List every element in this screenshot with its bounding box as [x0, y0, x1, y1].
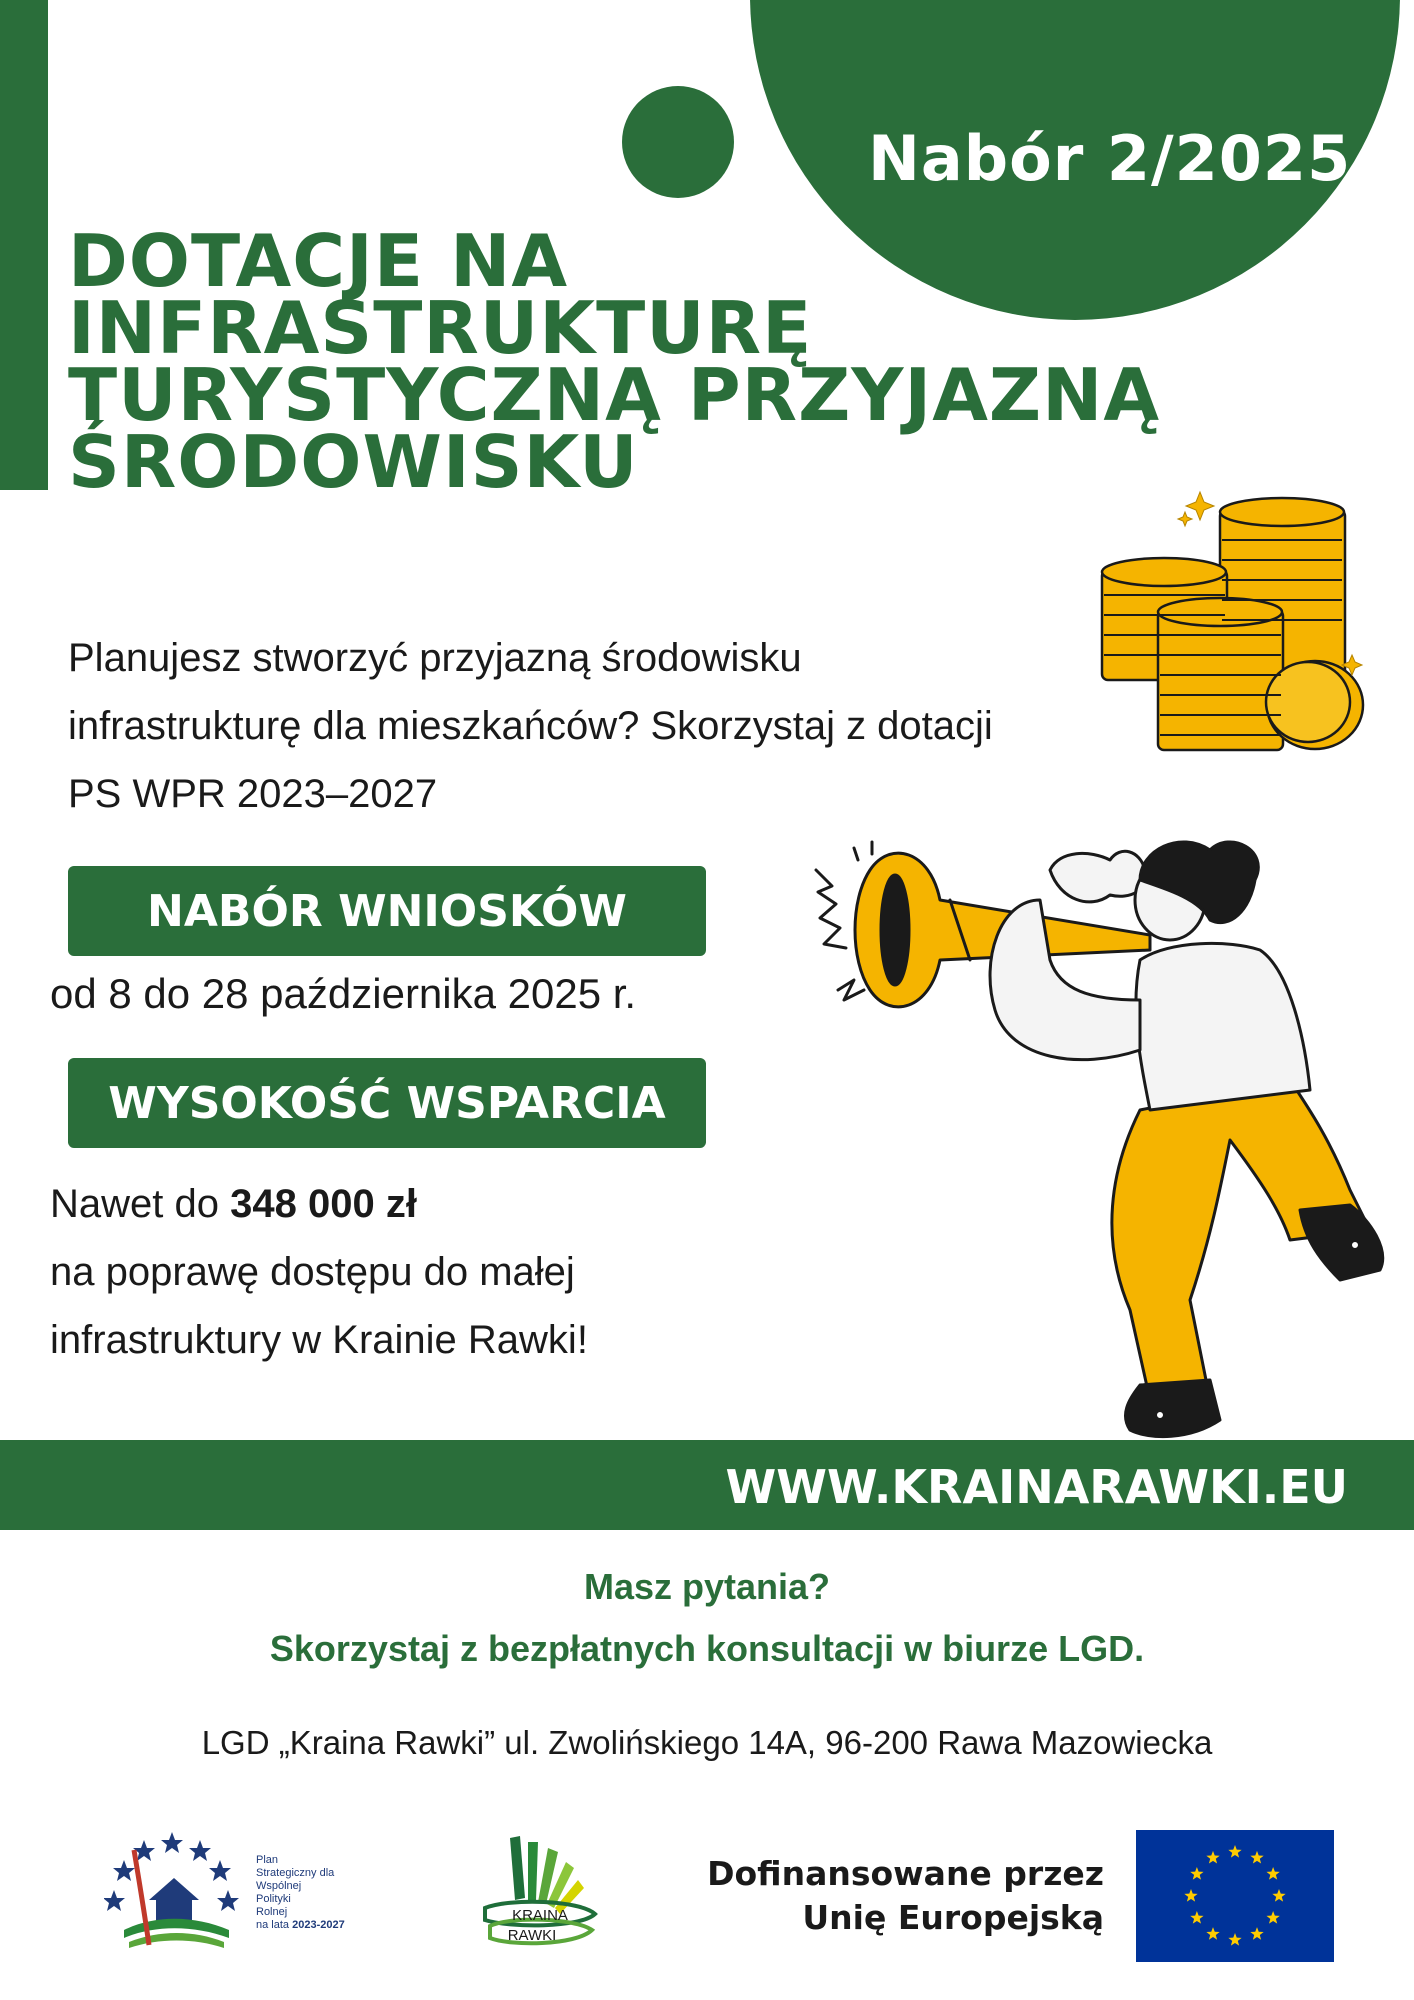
intro-text [68, 624, 1128, 828]
support-text [50, 1170, 588, 1374]
kraina-logo-line2: RAWKI [507, 1927, 557, 1944]
trumpet-icon [810, 840, 1410, 1440]
title-line: ŚRODOWISKU [68, 420, 639, 504]
psw-text-years: 2023-2027 [292, 1919, 345, 1931]
psw-text-line: Rolnej [256, 1906, 288, 1918]
psw-text-line: Polityki [256, 1893, 291, 1905]
support-prefix: Nawet do [50, 1182, 231, 1226]
kraina-logo-line1: KRAINA [512, 1907, 568, 1924]
coins-icon [1090, 490, 1370, 770]
psw-text-line: Wspólnej [256, 1880, 302, 1892]
address-text: LGD „Kraina Rawki” ul. Zwolińskiego 14A, 96-200 Rawa Mazowiecka [201, 1724, 1213, 1761]
recruitment-dates: od 8 do 28 października 2025 r. [50, 970, 637, 1017]
psw-text-line: Strategiczny dla [256, 1867, 335, 1879]
eu-funding-line: Unię Europejską [802, 1898, 1104, 1937]
psw-text-prefix: na lata [256, 1919, 293, 1931]
intro-line: infrastrukturę dla mieszkańców? Skorzystaj z dotacji [68, 704, 993, 748]
title-line: TURYSTYCZNĄ PRZYJAZNĄ [68, 353, 1161, 437]
title-line: INFRASTRUKTURĘ [68, 286, 813, 370]
questions-text [0, 1556, 1414, 1680]
support-line [50, 1170, 588, 1238]
left-accent-bar [0, 0, 48, 490]
support-line: na poprawę dostępu do małej [50, 1250, 575, 1294]
support-label: WYSOKOŚĆ WSPARCIA [68, 1058, 706, 1148]
website-link[interactable]: WWW.KRAINARAWKI.EU [725, 1460, 1348, 1514]
round-label: Nabór 2/2025 [868, 122, 1352, 195]
small-circle-decoration [622, 86, 734, 198]
questions-line: Masz pytania? [583, 1566, 831, 1607]
intro-line: Planujesz stworzyć przyjazną środowisku [68, 636, 802, 680]
questions-line: Skorzystaj z bezpłatnych konsultacji w biurze LGD. [269, 1628, 1145, 1669]
psw-logo-text [256, 1854, 345, 1932]
page-title [68, 219, 1218, 504]
recruitment-label: NABÓR WNIOSKÓW [68, 866, 706, 956]
kraina-rawki-logo [470, 1828, 620, 1958]
title-line: DOTACJE NA [68, 219, 569, 303]
psw-text-line: Plan [256, 1854, 279, 1866]
eu-funding-text [700, 1852, 1104, 1940]
psw-logo [104, 1830, 249, 1955]
intro-line: PS WPR 2023–2027 [68, 772, 438, 816]
psw-text-line [256, 1919, 345, 1932]
eu-flag-icon [1136, 1830, 1334, 1962]
eu-funding-line: Dofinansowane przez [707, 1854, 1104, 1893]
support-amount: 348 000 zł [230, 1182, 417, 1226]
support-line: infrastruktury w Krainie Rawki! [50, 1318, 588, 1362]
